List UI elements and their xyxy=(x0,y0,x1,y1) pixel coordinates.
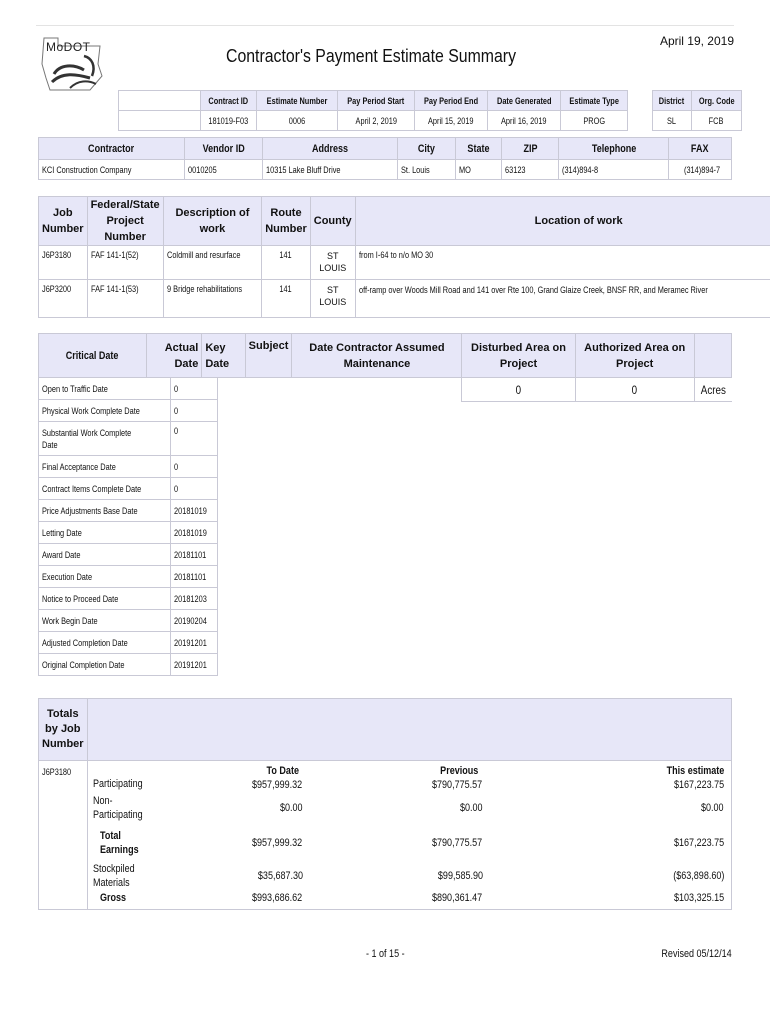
org-code-header: Org. Code xyxy=(691,91,742,111)
actual-date-value: 0 xyxy=(171,400,218,422)
critical-date-label: Notice to Proceed Date xyxy=(39,588,171,610)
critical-date-label: Execution Date xyxy=(39,566,171,588)
description-cell: Coldmill and resurface xyxy=(163,246,262,280)
table-row xyxy=(39,500,218,522)
totals-table xyxy=(38,698,732,910)
table-row xyxy=(39,456,218,478)
assumed-maintenance-header: Date Contractor Assumed Maintenance xyxy=(292,334,462,378)
actual-date-value: 20191201 xyxy=(171,632,218,654)
job-number-header: Job Number xyxy=(39,197,88,246)
totals-row: Total Earnings $957,999.32 $790,775.57 $167,223.75 xyxy=(90,825,727,861)
critical-date-label: Award Date xyxy=(39,544,171,566)
critical-date-label: Physical Work Complete Date xyxy=(39,400,171,422)
revised-date: Revised 05/12/14 xyxy=(661,948,732,960)
pay-period-start-header: Pay Period Start xyxy=(338,91,415,111)
county-header: County xyxy=(310,197,355,246)
table-row xyxy=(39,378,218,400)
fax-value: (314)894-7 xyxy=(669,160,732,180)
report-date: April 19, 2019 xyxy=(659,34,734,48)
county-cell: ST LOUIS xyxy=(310,280,355,318)
telephone-value: (314)894-8 xyxy=(559,160,669,180)
table-row xyxy=(39,400,218,422)
critical-dates-table xyxy=(38,377,218,676)
subject-header: Subject xyxy=(245,334,292,378)
actual-date-value: 20190204 xyxy=(171,610,218,632)
table-row xyxy=(39,478,218,500)
page-title: Contractor's Payment Estimate Summary xyxy=(226,46,517,66)
route-number-cell: 141 xyxy=(262,280,311,318)
estimate-number-value: 0006 xyxy=(257,111,338,131)
jobs-table xyxy=(38,196,770,318)
totals-row-label: Total Earnings xyxy=(99,830,139,856)
authorized-area-header: Authorized Area on Project xyxy=(575,334,694,378)
totals-row: Participating $957,999.32 $790,775.57 $167,223.75 xyxy=(90,777,727,791)
critical-date-label: Price Adjustments Base Date xyxy=(39,500,171,522)
table-row xyxy=(39,632,218,654)
vendor-id-header: Vendor ID xyxy=(184,138,262,160)
estimate-summary-table xyxy=(118,90,742,131)
project-number-cell: FAF 141-1(52) xyxy=(87,246,163,280)
contractor-table xyxy=(38,137,732,180)
state-value: MO xyxy=(456,160,502,180)
estimate-type-header: Estimate Type xyxy=(561,91,628,111)
disturbed-area-value: 0 xyxy=(462,378,575,402)
estimate-number-header: Estimate Number xyxy=(257,91,338,111)
table-row xyxy=(39,566,218,588)
state-header: State xyxy=(456,138,502,160)
to-date-column-header: To Date xyxy=(266,765,300,777)
totals-row-label: Non-Participating xyxy=(92,795,143,821)
actual-date-value: 0 xyxy=(171,456,218,478)
district-value: SL xyxy=(653,111,691,131)
actual-date-header: Actual Date xyxy=(147,334,202,378)
actual-date-value: 20181019 xyxy=(171,500,218,522)
this-estimate-column-header: This estimate xyxy=(666,765,724,777)
pay-period-end-value: April 15, 2019 xyxy=(414,111,487,131)
actual-date-value: 20181101 xyxy=(171,544,218,566)
logo-text: MoDOT xyxy=(46,40,91,54)
city-header: City xyxy=(397,138,456,160)
previous-column-header: Previous xyxy=(440,765,479,777)
actual-date-value: 0 xyxy=(171,378,218,400)
date-generated-header: Date Generated xyxy=(487,91,561,111)
totals-row-label: Stockpiled Materials xyxy=(92,863,135,889)
critical-date-label: Letting Date xyxy=(39,522,171,544)
actual-date-value: 20181203 xyxy=(171,588,218,610)
pay-period-start-value: April 2, 2019 xyxy=(338,111,415,131)
vendor-id-value: 0010205 xyxy=(184,160,262,180)
date-generated-value: April 16, 2019 xyxy=(487,111,561,131)
pay-period-end-header: Pay Period End xyxy=(414,91,487,111)
critical-date-label: Original Completion Date xyxy=(39,654,171,676)
actual-date-value: 0 xyxy=(171,422,218,456)
table-row xyxy=(39,280,770,318)
actual-date-value: 20191201 xyxy=(171,654,218,676)
org-code-value: FCB xyxy=(691,111,742,131)
table-row xyxy=(39,544,218,566)
totals-row: Non-Participating $0.00 $0.00 $0.00 xyxy=(90,791,727,825)
fax-header: FAX xyxy=(669,138,732,160)
table-row xyxy=(39,654,218,676)
contract-id-value: 181019-F03 xyxy=(201,111,257,131)
route-number-header: Route Number xyxy=(262,197,311,246)
description-header: Description of work xyxy=(163,197,262,246)
critical-date-label: Work Begin Date xyxy=(39,610,171,632)
totals-row: Stockpiled Materials $35,687.30 $99,585.90 ($63,898.60) xyxy=(90,861,727,891)
disturbed-area-header: Disturbed Area on Project xyxy=(462,334,575,378)
critical-date-label: Open to Traffic Date xyxy=(39,378,171,400)
totals-job-number: J6P3180 xyxy=(39,761,88,910)
city-value: St. Louis xyxy=(397,160,456,180)
totals-row-label: Participating xyxy=(92,778,143,790)
telephone-header: Telephone xyxy=(559,138,669,160)
zip-header: ZIP xyxy=(502,138,559,160)
area-unit: Acres xyxy=(694,378,731,402)
job-number-cell: J6P3200 xyxy=(39,280,88,318)
estimate-type-value: PROG xyxy=(561,111,628,131)
totals-header: Totals by Job Number xyxy=(39,699,88,761)
project-number-cell: FAF 141-1(53) xyxy=(87,280,163,318)
totals-row: Gross $993,686.62 $890,361.47 $103,325.15 xyxy=(90,891,727,905)
key-date-header: Key Date xyxy=(202,334,245,378)
project-number-header: Federal/State Project Number xyxy=(87,197,163,246)
location-header: Location of work xyxy=(355,197,770,246)
authorized-area-value: 0 xyxy=(575,378,694,402)
totals-row-label: Gross xyxy=(99,892,126,904)
zip-value: 63123 xyxy=(502,160,559,180)
critical-date-label: Substantial Work Complete Date xyxy=(39,422,171,456)
location-cell: off-ramp over Woods Mill Road and 141 over Rte 100, Grand Glaize Creek, BNSF RR, and Meramec River xyxy=(355,280,770,318)
top-rule xyxy=(36,25,734,26)
route-number-cell: 141 xyxy=(262,246,311,280)
table-row xyxy=(39,246,770,280)
table-row xyxy=(39,588,218,610)
critical-date-label: Contract Items Complete Date xyxy=(39,478,171,500)
address-header: Address xyxy=(262,138,397,160)
critical-date-label: Adjusted Completion Date xyxy=(39,632,171,654)
page-number: - 1 of 15 - xyxy=(366,948,405,960)
critical-date-header: Critical Date xyxy=(39,334,147,378)
critical-date-label: Final Acceptance Date xyxy=(39,456,171,478)
location-cell: from I-64 to n/o MO 30 xyxy=(355,246,770,280)
contract-id-header: Contract ID xyxy=(201,91,257,111)
district-header: District xyxy=(653,91,691,111)
description-cell: 9 Bridge rehabilitations xyxy=(163,280,262,318)
contractor-value: KCI Construction Company xyxy=(39,160,185,180)
actual-date-value: 0 xyxy=(171,478,218,500)
totals-detail xyxy=(90,765,727,905)
actual-date-value: 20181101 xyxy=(171,566,218,588)
actual-date-value: 20181019 xyxy=(171,522,218,544)
address-value: 10315 Lake Bluff Drive xyxy=(262,160,397,180)
job-number-cell: J6P3180 xyxy=(39,246,88,280)
table-row xyxy=(39,522,218,544)
table-row xyxy=(39,610,218,632)
table-row xyxy=(39,422,218,456)
county-cell: ST LOUIS xyxy=(310,246,355,280)
contractor-header: Contractor xyxy=(39,138,185,160)
